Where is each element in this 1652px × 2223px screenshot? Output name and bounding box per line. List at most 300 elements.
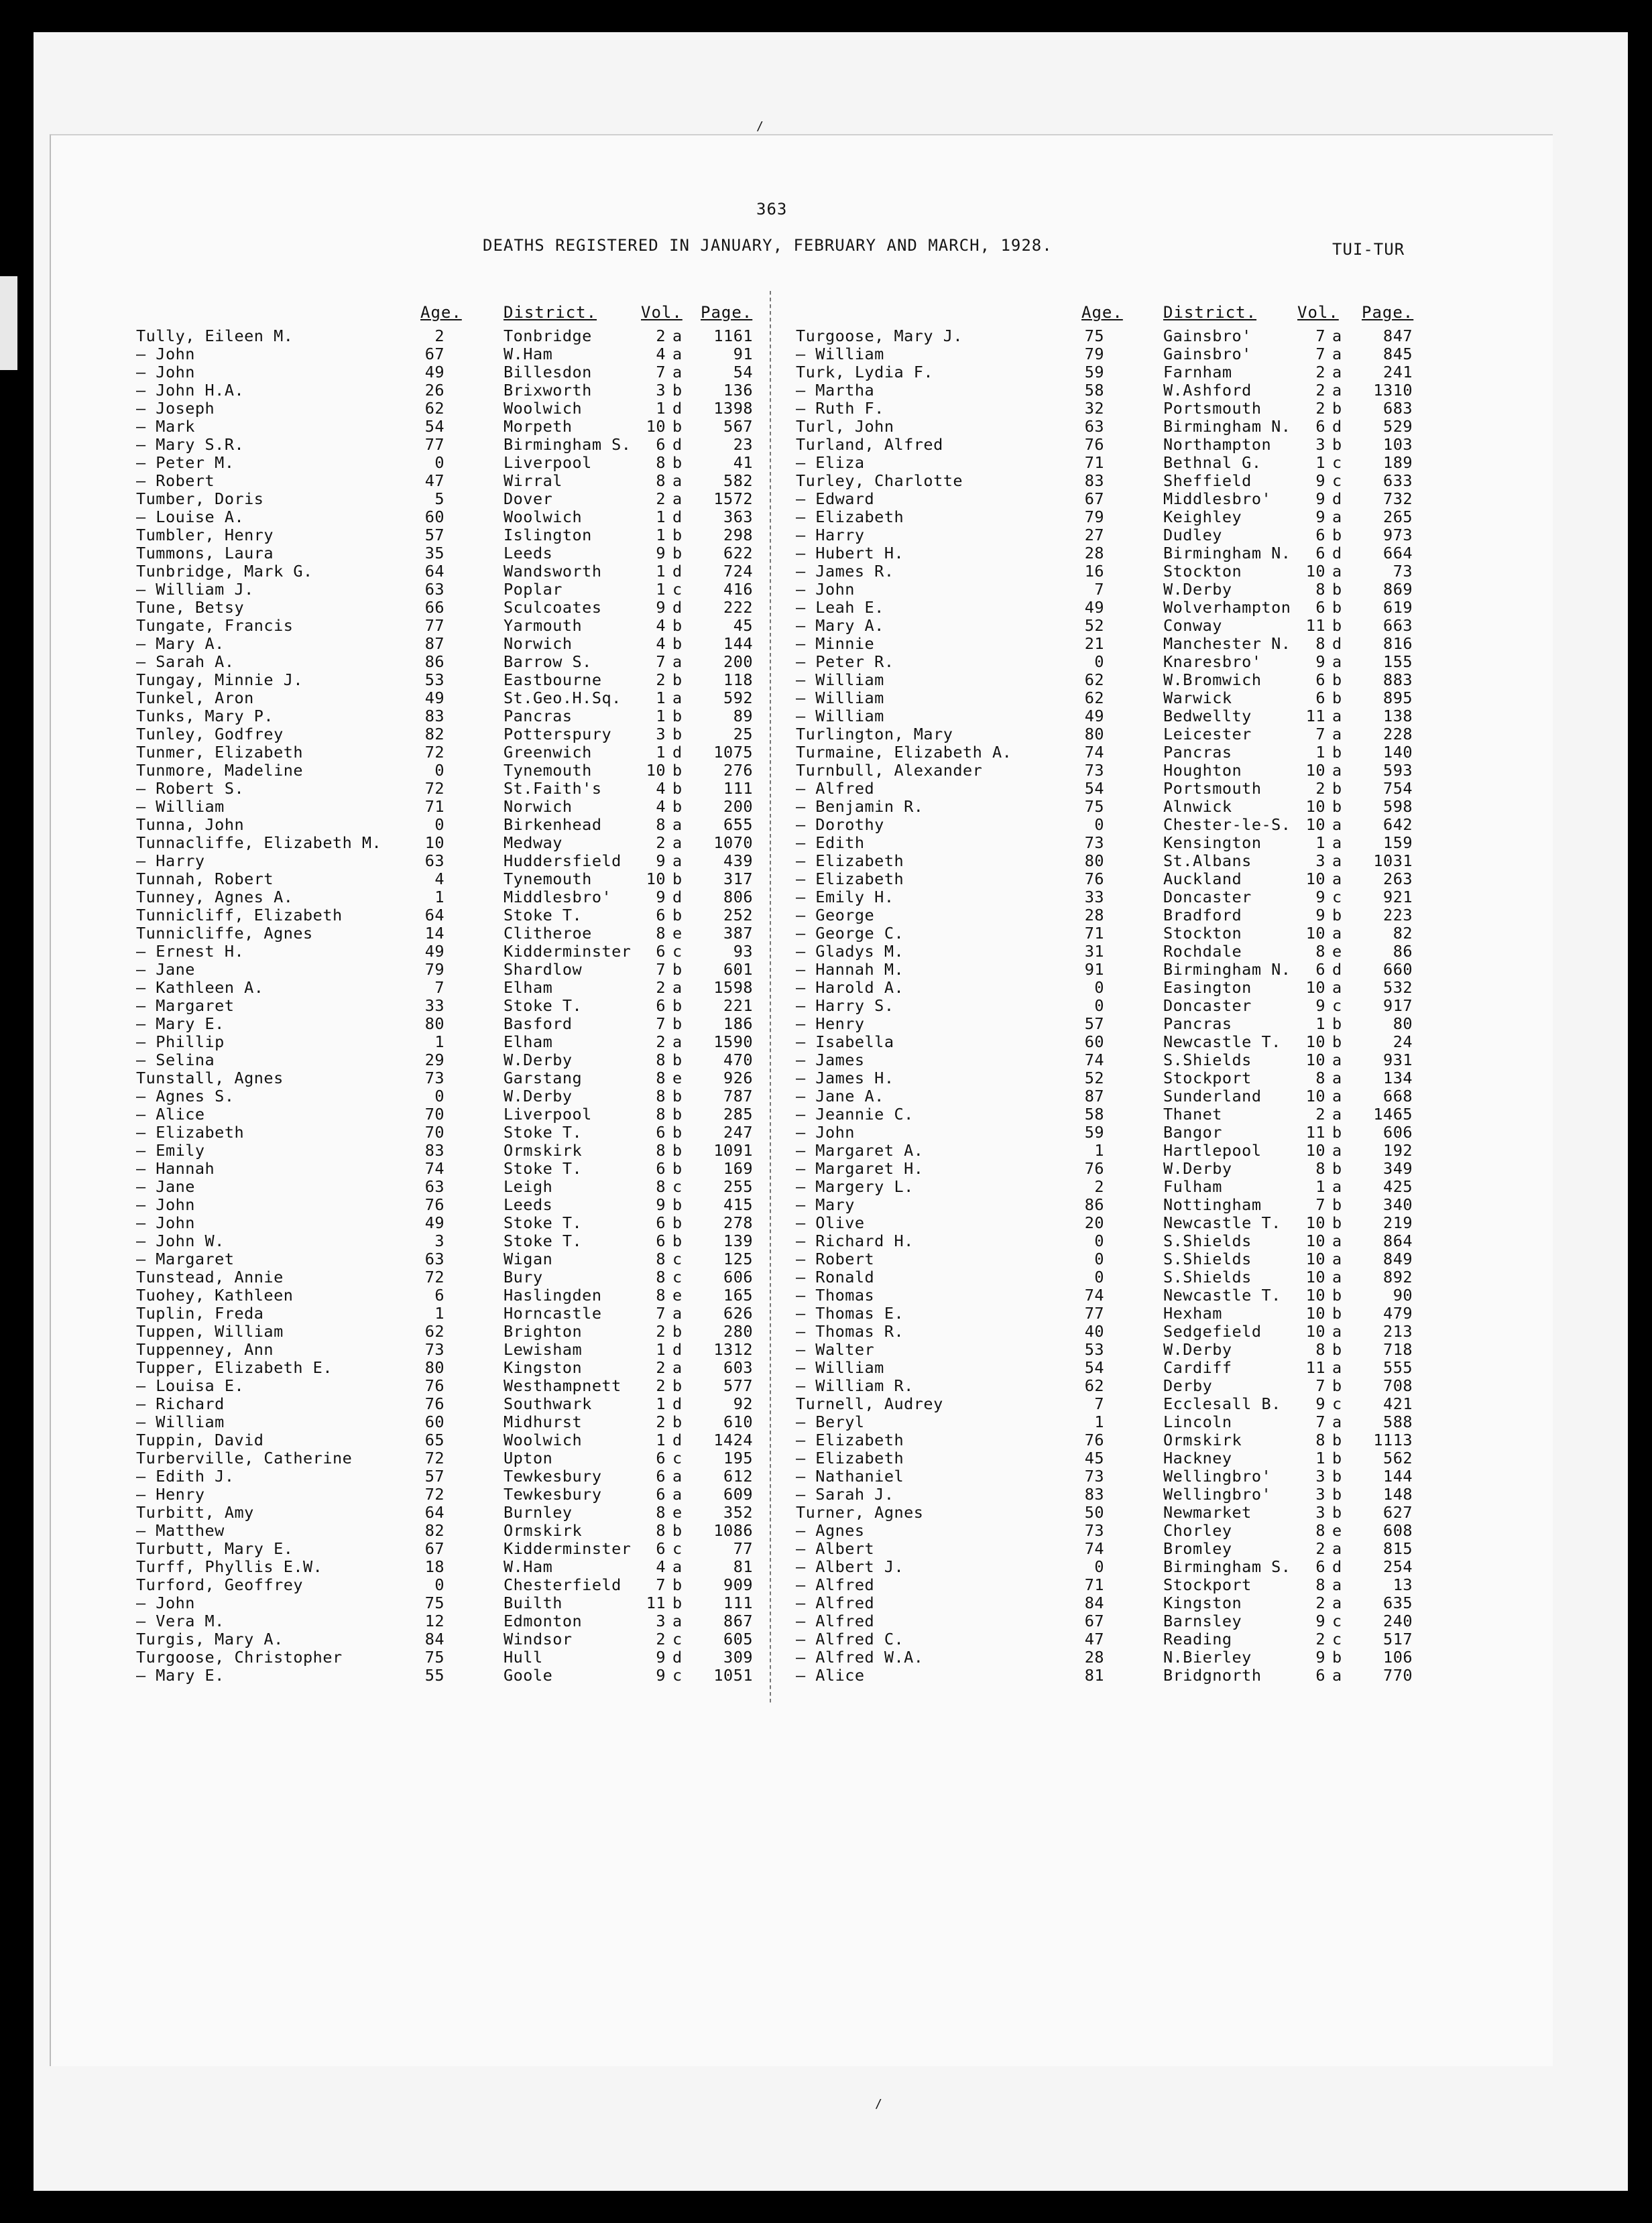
entry-volume: 2 xyxy=(656,1413,666,1431)
entry-page: 125 xyxy=(723,1250,753,1268)
entry-name: — James xyxy=(796,1050,865,1069)
entry-name: — Elizabeth xyxy=(796,869,904,888)
entry-district: Midhurst xyxy=(504,1413,583,1431)
entry-district: Chester-le-S. xyxy=(1163,815,1291,834)
entry-page: 213 xyxy=(1383,1322,1413,1341)
entry-age: 83 xyxy=(424,707,445,725)
entry-volume: 10 xyxy=(1305,1231,1325,1250)
entry-volume: 10 xyxy=(1305,1268,1325,1286)
entry-age: 32 xyxy=(1084,399,1104,418)
entry-volume-part: b xyxy=(672,526,683,544)
register-entry xyxy=(796,363,1413,381)
entry-page: 138 xyxy=(1383,707,1413,725)
entry-name: — Harry xyxy=(136,851,205,870)
entry-district: Stoke T. xyxy=(504,996,583,1015)
entry-volume-part: b xyxy=(1332,1195,1342,1214)
entry-name: — William R. xyxy=(796,1376,914,1395)
entry-age: 73 xyxy=(424,1340,445,1359)
entry-age: 87 xyxy=(1084,1087,1104,1105)
entry-age: 52 xyxy=(1084,1069,1104,1087)
entry-name: — Hubert H. xyxy=(796,544,904,562)
entry-page: 278 xyxy=(723,1213,753,1232)
register-entry xyxy=(796,635,1413,653)
entry-age: 66 xyxy=(424,598,445,617)
entry-volume-part: b xyxy=(1332,526,1342,544)
entry-age: 70 xyxy=(424,1105,445,1124)
entry-age: 7 xyxy=(1094,1394,1104,1413)
entry-age: 3 xyxy=(434,1231,445,1250)
register-entry xyxy=(136,1178,753,1196)
entry-volume: 6 xyxy=(1315,688,1325,707)
entry-page: 612 xyxy=(723,1467,753,1486)
register-entry xyxy=(796,1196,1413,1214)
register-entry xyxy=(796,1214,1413,1232)
register-entry xyxy=(136,1250,753,1268)
entry-district: Birmingham N. xyxy=(1163,417,1291,436)
register-entry xyxy=(136,1486,753,1504)
entry-volume-part: a xyxy=(1332,562,1342,581)
entry-district: Ormskirk xyxy=(504,1141,583,1160)
entry-volume: 3 xyxy=(1315,1503,1325,1522)
entry-volume-part: b xyxy=(1332,1449,1342,1467)
entry-age: 7 xyxy=(1094,580,1104,599)
entry-page: 588 xyxy=(1383,1413,1413,1431)
entry-name: — Elizabeth xyxy=(796,851,904,870)
entry-page: 869 xyxy=(1383,580,1413,599)
entry-volume: 1 xyxy=(656,688,666,707)
entry-name: — James H. xyxy=(796,1069,894,1087)
entry-volume: 10 xyxy=(1305,1087,1325,1105)
entry-name: — Mary E. xyxy=(136,1014,225,1033)
entry-volume-part: d xyxy=(672,562,683,581)
entry-age: 21 xyxy=(1084,634,1104,653)
entry-volume: 2 xyxy=(1315,1594,1325,1612)
register-entry xyxy=(796,544,1413,562)
register-entry xyxy=(136,1667,753,1685)
entry-volume: 8 xyxy=(1315,1340,1325,1359)
entry-name: Turlington, Mary xyxy=(796,725,953,743)
entry-volume: 2 xyxy=(1315,381,1325,400)
entry-volume: 6 xyxy=(656,1449,666,1467)
entry-volume-part: d xyxy=(1332,1557,1342,1576)
entry-age: 6 xyxy=(434,1286,445,1305)
entry-age: 79 xyxy=(424,960,445,979)
register-entry xyxy=(796,653,1413,671)
entry-volume: 3 xyxy=(656,1612,666,1630)
register-entry xyxy=(796,852,1413,870)
right-column-headings xyxy=(796,287,1413,327)
register-entry xyxy=(796,1413,1413,1431)
entry-district: Norwich xyxy=(504,634,573,653)
entry-volume: 1 xyxy=(656,1431,666,1449)
entry-name: Tungate, Francis xyxy=(136,616,294,635)
entry-volume-part: a xyxy=(1332,725,1342,743)
entry-volume: 6 xyxy=(1315,526,1325,544)
entry-volume: 7 xyxy=(1315,345,1325,363)
entry-volume-part: d xyxy=(672,1394,683,1413)
register-entry xyxy=(136,1268,753,1286)
entry-name: — Elizabeth xyxy=(136,1123,245,1142)
entry-name: — Isabella xyxy=(796,1032,894,1051)
entry-volume-part: a xyxy=(672,1304,683,1323)
age-heading: Age. xyxy=(420,303,462,322)
register-entry xyxy=(796,1051,1413,1069)
entry-district: Woolwich xyxy=(504,1431,583,1449)
entry-name: — Margaret xyxy=(136,996,235,1015)
entry-district: Sculcoates xyxy=(504,598,602,617)
entry-volume: 1 xyxy=(1315,1014,1325,1033)
entry-age: 86 xyxy=(424,652,445,671)
register-entry xyxy=(136,1341,753,1359)
entry-age: 76 xyxy=(1084,435,1104,454)
entry-volume-part: c xyxy=(672,942,683,961)
entry-district: Burnley xyxy=(504,1503,573,1522)
entry-page: 732 xyxy=(1383,489,1413,508)
entry-page: 622 xyxy=(723,544,753,562)
entry-district: Liverpool xyxy=(504,453,592,472)
page-number: 363 xyxy=(756,200,788,219)
entry-district: Bethnal G. xyxy=(1163,453,1262,472)
register-entry xyxy=(136,961,753,979)
entry-page: 425 xyxy=(1383,1177,1413,1196)
entry-volume: 7 xyxy=(656,960,666,979)
entry-page: 470 xyxy=(723,1050,753,1069)
register-entry xyxy=(796,327,1413,345)
entry-age: 49 xyxy=(1084,598,1104,617)
entry-volume: 7 xyxy=(656,363,666,381)
entry-volume-part: b xyxy=(1332,670,1342,689)
entry-age: 80 xyxy=(1084,725,1104,743)
entry-page: 1075 xyxy=(713,743,753,762)
register-entry xyxy=(136,653,753,671)
register-entry xyxy=(796,1142,1413,1160)
entry-age: 0 xyxy=(434,815,445,834)
entry-district: Ormskirk xyxy=(1163,1431,1242,1449)
register-entry xyxy=(796,870,1413,888)
entry-district: Wellingbro' xyxy=(1163,1485,1272,1504)
entry-age: 75 xyxy=(424,1594,445,1612)
entry-volume: 8 xyxy=(1315,1575,1325,1594)
entry-volume: 2 xyxy=(656,1032,666,1051)
entry-name: Tunkel, Aron xyxy=(136,688,254,707)
entry-volume: 6 xyxy=(656,1123,666,1142)
entry-age: 0 xyxy=(434,1087,445,1105)
entry-name: — Mary S.R. xyxy=(136,435,245,454)
entry-age: 31 xyxy=(1084,942,1104,961)
entry-volume: 6 xyxy=(656,1485,666,1504)
entry-volume-part: b xyxy=(672,1105,683,1124)
register-entry xyxy=(796,1323,1413,1341)
entry-name: Tunley, Godfrey xyxy=(136,725,284,743)
entry-district: Wirral xyxy=(504,471,563,490)
register-entry xyxy=(796,1594,1413,1612)
entry-name: — Edith xyxy=(796,833,865,852)
entry-age: 27 xyxy=(1084,526,1104,544)
entry-page: 655 xyxy=(723,815,753,834)
entry-volume: 10 xyxy=(1305,1141,1325,1160)
register-entry xyxy=(136,707,753,725)
entry-name: — Alfred xyxy=(796,1612,875,1630)
entry-page: 165 xyxy=(723,1286,753,1305)
entry-district: Doncaster xyxy=(1163,996,1252,1015)
entry-district: Brighton xyxy=(504,1322,583,1341)
entry-page: 240 xyxy=(1383,1612,1413,1630)
entry-age: 74 xyxy=(1084,1286,1104,1305)
entry-page: 221 xyxy=(723,996,753,1015)
entry-age: 0 xyxy=(1094,652,1104,671)
entry-name: — Alfred xyxy=(796,779,875,798)
entry-page: 421 xyxy=(1383,1394,1413,1413)
left-column-headings xyxy=(136,287,753,327)
entry-page: 529 xyxy=(1383,417,1413,436)
register-entry xyxy=(136,1051,753,1069)
entry-volume: 9 xyxy=(656,888,666,906)
entry-name: — Gladys M. xyxy=(796,942,904,961)
entry-name: — Mark xyxy=(136,417,195,436)
entry-district: Birmingham S. xyxy=(504,435,632,454)
entry-volume: 7 xyxy=(656,1304,666,1323)
entry-volume: 2 xyxy=(1315,1105,1325,1124)
entry-volume: 2 xyxy=(656,833,666,852)
entry-volume-part: b xyxy=(672,1014,683,1033)
entry-name: Turner, Agnes xyxy=(796,1503,924,1522)
register-entry xyxy=(136,1612,753,1630)
entry-page: 917 xyxy=(1383,996,1413,1015)
entry-district: Stoke T. xyxy=(504,1123,583,1142)
entry-page: 73 xyxy=(1393,562,1413,581)
register-entry xyxy=(796,961,1413,979)
entry-district: W.Bromwich xyxy=(1163,670,1262,689)
register-entry xyxy=(136,1015,753,1033)
left-entries xyxy=(136,327,753,1685)
entry-volume: 2 xyxy=(656,326,666,345)
entry-page: 148 xyxy=(1383,1485,1413,1504)
entry-district: W.Ashford xyxy=(1163,381,1252,400)
entry-volume-part: b xyxy=(1332,598,1342,617)
entry-page: 340 xyxy=(1383,1195,1413,1214)
entry-volume: 8 xyxy=(1315,1521,1325,1540)
register-entry xyxy=(136,780,753,798)
entry-age: 28 xyxy=(1084,544,1104,562)
entry-page: 111 xyxy=(723,1594,753,1612)
entry-age: 1 xyxy=(434,1304,445,1323)
entry-volume: 9 xyxy=(1315,489,1325,508)
entry-page: 192 xyxy=(1383,1141,1413,1160)
entry-volume: 2 xyxy=(1315,779,1325,798)
entry-district: Newcastle T. xyxy=(1163,1286,1281,1305)
entry-volume: 1 xyxy=(656,707,666,725)
entry-volume-part: a xyxy=(1332,1087,1342,1105)
entry-name: — Ernest H. xyxy=(136,942,245,961)
entry-volume-part: c xyxy=(672,1250,683,1268)
entry-age: 0 xyxy=(1094,1250,1104,1268)
entry-volume: 4 xyxy=(656,1557,666,1576)
entry-volume: 4 xyxy=(656,616,666,635)
entry-district: Reading xyxy=(1163,1630,1232,1648)
register-entry xyxy=(796,1431,1413,1449)
entry-age: 76 xyxy=(1084,1431,1104,1449)
entry-volume-part: b xyxy=(672,544,683,562)
entry-volume-part: a xyxy=(1332,833,1342,852)
entry-name: — Henry xyxy=(136,1485,205,1504)
entry-volume: 10 xyxy=(1305,869,1325,888)
entry-volume: 10 xyxy=(1305,815,1325,834)
entry-district: Birmingham S. xyxy=(1163,1557,1291,1576)
entry-district: Pancras xyxy=(1163,1014,1232,1033)
entry-volume-part: a xyxy=(672,363,683,381)
entry-district: Stoke T. xyxy=(504,1231,583,1250)
entry-age: 5 xyxy=(434,489,445,508)
entry-page: 241 xyxy=(1383,363,1413,381)
entry-page: 352 xyxy=(723,1503,753,1522)
entry-district: Morpeth xyxy=(504,417,573,436)
entry-age: 76 xyxy=(1084,1159,1104,1178)
entry-volume-part: a xyxy=(672,851,683,870)
scan-edge-tab xyxy=(0,276,17,370)
register-entry xyxy=(796,1178,1413,1196)
entry-name: — John xyxy=(136,345,195,363)
register-entry xyxy=(136,816,753,834)
entry-volume: 6 xyxy=(1315,544,1325,562)
entry-volume-part: a xyxy=(1332,707,1342,725)
entry-volume-part: a xyxy=(1332,1231,1342,1250)
entry-name: Tunnicliff, Elizabeth xyxy=(136,906,343,924)
entry-volume: 11 xyxy=(1305,1123,1325,1142)
entry-page: 387 xyxy=(723,924,753,943)
entry-age: 12 xyxy=(424,1612,445,1630)
entry-district: Dudley xyxy=(1163,526,1222,544)
entry-age: 76 xyxy=(424,1394,445,1413)
entry-district: St.Albans xyxy=(1163,851,1252,870)
entry-name: Turnell, Audrey xyxy=(796,1394,943,1413)
entry-volume: 4 xyxy=(656,634,666,653)
entry-volume: 1 xyxy=(656,580,666,599)
register-entry xyxy=(136,834,753,852)
entry-age: 33 xyxy=(424,996,445,1015)
entry-page: 298 xyxy=(723,526,753,544)
entry-volume: 9 xyxy=(1315,1394,1325,1413)
entry-age: 55 xyxy=(424,1666,445,1685)
entry-volume: 1 xyxy=(1315,1177,1325,1196)
entry-district: Middlesbro' xyxy=(504,888,612,906)
entry-page: 111 xyxy=(723,779,753,798)
entry-volume-part: d xyxy=(1332,417,1342,436)
entry-district: Tynemouth xyxy=(504,761,592,780)
entry-page: 664 xyxy=(1383,544,1413,562)
entry-volume-part: a xyxy=(672,1612,683,1630)
entry-volume: 8 xyxy=(656,1177,666,1196)
entry-volume: 1 xyxy=(656,743,666,762)
entry-page: 619 xyxy=(1383,598,1413,617)
entry-district: Leicester xyxy=(1163,725,1252,743)
entry-name: — Leah E. xyxy=(796,598,884,617)
entry-page: 363 xyxy=(723,507,753,526)
register-entry xyxy=(796,508,1413,526)
register-entry xyxy=(796,762,1413,780)
entry-volume: 9 xyxy=(656,1195,666,1214)
entry-district: S.Shields xyxy=(1163,1268,1252,1286)
entry-volume: 2 xyxy=(656,978,666,997)
entry-age: 75 xyxy=(1084,326,1104,345)
entry-name: — Agnes xyxy=(796,1521,865,1540)
entry-page: 663 xyxy=(1383,616,1413,635)
entry-page: 592 xyxy=(723,688,753,707)
register-entry xyxy=(136,979,753,997)
entry-name: Tupper, Elizabeth E. xyxy=(136,1358,333,1377)
entry-age: 54 xyxy=(424,417,445,436)
register-entry xyxy=(136,1522,753,1540)
entry-name: — Ronald xyxy=(796,1268,875,1286)
register-entry xyxy=(796,1576,1413,1594)
entry-page: 186 xyxy=(723,1014,753,1033)
entry-volume-part: a xyxy=(1332,1105,1342,1124)
entry-district: Stockport xyxy=(1163,1069,1252,1087)
entry-volume-part: b xyxy=(1332,1032,1342,1051)
entry-district: Tynemouth xyxy=(504,869,592,888)
entry-name: — Robert xyxy=(136,471,215,490)
entry-district: Knaresbro' xyxy=(1163,652,1262,671)
entry-volume-part: b xyxy=(672,417,683,436)
entry-volume: 1 xyxy=(1315,833,1325,852)
entry-age: 67 xyxy=(1084,1612,1104,1630)
entry-page: 718 xyxy=(1383,1340,1413,1359)
entry-volume-part: a xyxy=(1332,1413,1342,1431)
entry-district: Greenwich xyxy=(504,743,592,762)
register-entry xyxy=(136,1504,753,1522)
entry-name: — John xyxy=(796,1123,855,1142)
register-entry xyxy=(136,1413,753,1431)
entry-volume: 4 xyxy=(656,797,666,816)
entry-name: — Sarah A. xyxy=(136,652,235,671)
entry-district: Wandsworth xyxy=(504,562,602,581)
entry-volume: 6 xyxy=(1315,1557,1325,1576)
entry-district: W.Derby xyxy=(504,1050,573,1069)
entry-volume: 10 xyxy=(1305,1032,1325,1051)
entry-page: 77 xyxy=(733,1539,753,1558)
register-entry xyxy=(136,345,753,363)
entry-age: 70 xyxy=(424,1123,445,1142)
entry-volume-part: a xyxy=(1332,1268,1342,1286)
entry-district: Brixworth xyxy=(504,381,592,400)
entry-volume: 8 xyxy=(1315,580,1325,599)
entry-district: Upton xyxy=(504,1449,553,1467)
entry-district: Leeds xyxy=(504,544,553,562)
register-entry xyxy=(136,526,753,544)
entry-volume: 9 xyxy=(656,544,666,562)
entry-page: 883 xyxy=(1383,670,1413,689)
entry-district: W.Derby xyxy=(1163,1340,1232,1359)
entry-volume-part: b xyxy=(672,1050,683,1069)
entry-page: 770 xyxy=(1383,1666,1413,1685)
entry-page: 847 xyxy=(1383,326,1413,345)
entry-district: Chorley xyxy=(1163,1521,1232,1540)
register-entry xyxy=(136,1395,753,1413)
entry-page: 1465 xyxy=(1373,1105,1413,1124)
entry-district: Derby xyxy=(1163,1376,1213,1395)
entry-volume: 9 xyxy=(1315,652,1325,671)
entry-district: Thanet xyxy=(1163,1105,1222,1124)
entry-district: Chesterfield xyxy=(504,1575,622,1594)
entry-name: — Benjamin R. xyxy=(796,797,924,816)
entry-volume-part: a xyxy=(1332,851,1342,870)
entry-page: 642 xyxy=(1383,815,1413,834)
entry-volume: 4 xyxy=(656,779,666,798)
register-entry xyxy=(796,562,1413,581)
register-entry xyxy=(796,1069,1413,1087)
register-entry xyxy=(796,1105,1413,1124)
entry-district: Tewkesbury xyxy=(504,1485,602,1504)
entry-district: Hackney xyxy=(1163,1449,1232,1467)
